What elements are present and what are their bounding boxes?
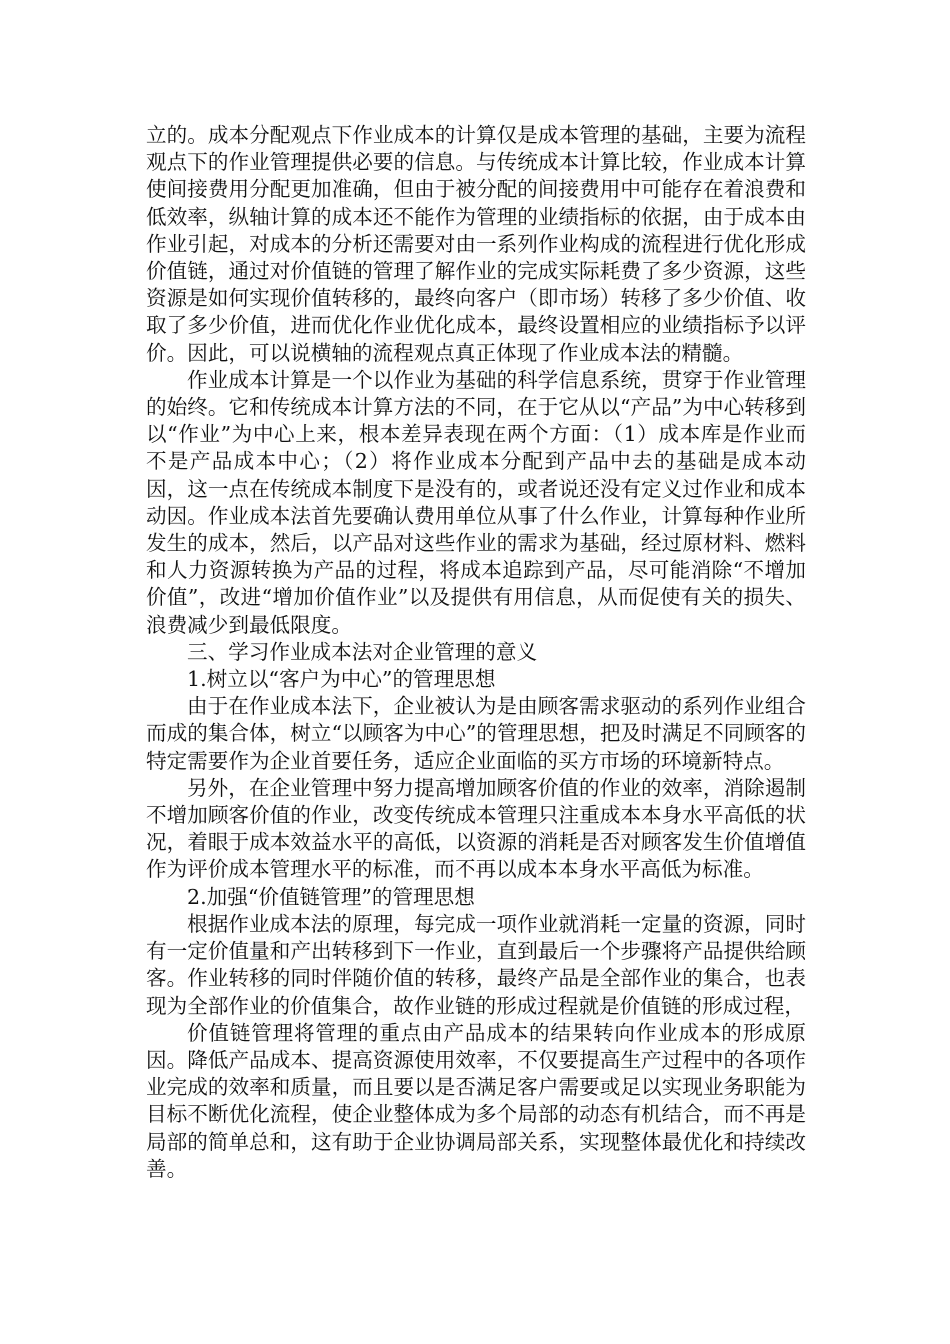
document-page (146, 122, 806, 1183)
paragraph-customer-center-1: 由于在作业成本法下，企业被认为是由顾客需求驱动的系列作业组合而成的集合体，树立“以顾客为中心”的管理思想，把及时满足不同顾客的特定需要作为企业首要任务，适应企业面临的买方市场的环境新特点。 (146, 694, 806, 773)
section-heading: 三、学习作业成本法对企业管理的意义 (187, 639, 538, 664)
paragraph-customer-center-2: 另外，在企业管理中努力提高增加顾客价值的作业的效率，消除遏制不增加顾客价值的作业，改变传统成本管理只注重成本本身水平高低的状况，着眼于成本效益水平的高低，以资源的消耗是否对顾客发生价值增值作为评价成本管理水平的标准，而不再以成本本身水平高低为标准。 (146, 775, 806, 882)
paragraph-continuation: 立的。成本分配观点下作业成本的计算仅是成本管理的基础，主要为流程观点下的作业管理提供必要的信息。与传统成本计算比较，作业成本计算使间接费用分配更加准确，但由于被分配的间接费用中可能存在着浪费和低效率，纵轴计算的成本还不能作为管理的业绩指标的依据，由于成本由作业引起，对成本的分析还需要对由一系列作业构成的流程进行优化形成价值链，通过对价值链的管理了解作业的完成实际耗费了多少资源，这些资源是如何实现价值转移的，最终向客户（即市场）转移了多少价值、收取了多少价值，进而优化作业优化成本，最终设置相应的业绩指标予以评价。因此，可以说横轴的流程观点真正体现了作业成本法的精髓。 (146, 123, 806, 365)
subheading-value-chain: 2.加强“价值链管理”的管理思想 (187, 884, 475, 909)
paragraph-value-chain-1: 根据作业成本法的原理，每完成一项作业就消耗一定量的资源，同时有一定价值量和产出转移到下一作业，直到最后一个步骤将产品提供给顾客。作业转移的同时伴随价值的转移，最终产品是全部作业的集合，也表现为全部作业的价值集合，故作业链的形成过程就是价值链的形成过程， (146, 911, 806, 1018)
subheading-customer-center: 1.树立以“客户为中心”的管理思想 (187, 667, 496, 692)
paragraph-value-chain-2: 价值链管理将管理的重点由产品成本的结果转向作业成本的形成原因。降低产品成本、提高资源使用效率，不仅要提高生产过程中的各项作业完成的效率和质量，而且要以是否满足客户需要或足以实现业务职能为目标不断优化流程，使企业整体成为多个局部的动态有机结合，而不再是局部的简单总和，这有助于企业协调局部关系，实现整体最优化和持续改善。 (146, 1020, 806, 1181)
paragraph-activity-costing-system: 作业成本计算是一个以作业为基础的科学信息系统，贯穿于作业管理的始终。它和传统成本计算方法的不同，在于它从以“产品”为中心转移到以“作业”为中心上来，根本差异表现在两个方面：（1）成本库是作业而不是产品成本中心；（2）将作业成本分配到产品中去的基础是成本动因，这一点在传统成本制度下是没有的，或者说还没有定义过作业和成本动因。作业成本法首先要确认费用单位从事了什么作业，计算每种作业所发生的成本，然后，以产品对这些作业的需求为基础，经过原材料、燃料和人力资源转换为产品的过程，将成本追踪到产品，尽可能消除“不增加价值”，改进“增加价值作业”以及提供有用信息，从而促使有关的损失、浪费减少到最低限度。 (146, 367, 806, 637)
